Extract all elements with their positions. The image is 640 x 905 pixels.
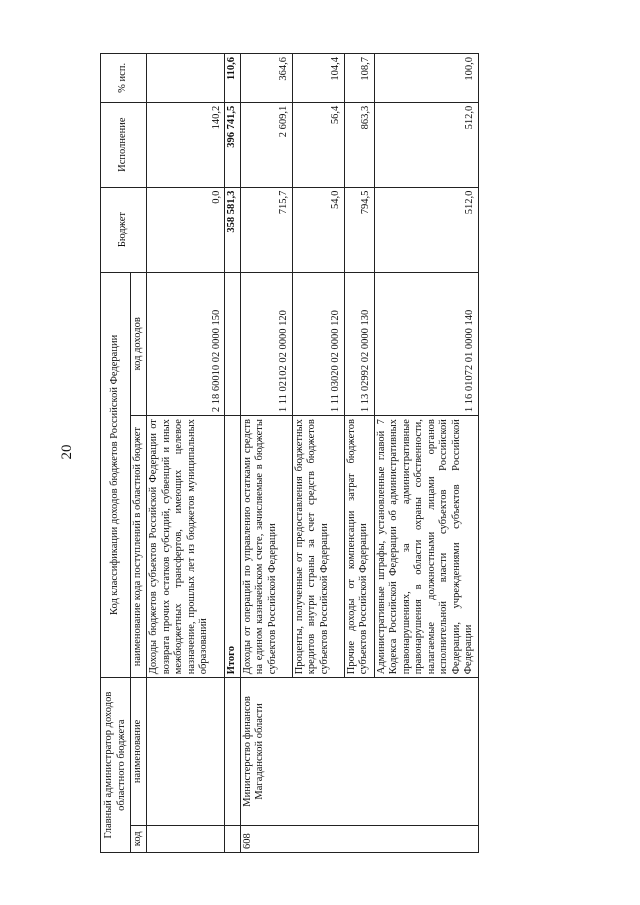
header-income-name: наименование кода поступлений в областной бюджет	[131, 416, 147, 678]
income-code-cell	[225, 272, 241, 416]
execution-cell: 140,2	[147, 102, 225, 187]
execution-cell: 512,0	[374, 102, 478, 187]
table-row	[240, 54, 292, 853]
total-percent: 110,6	[225, 54, 241, 103]
header-budget: Бюджет	[101, 187, 147, 272]
budget-cell: 54,0	[292, 187, 344, 272]
income-code-cell: 2 18 60010 02 0000 150	[147, 272, 225, 416]
page-number: 20	[59, 444, 75, 460]
header-admin-code: код	[131, 825, 147, 852]
income-name-cell: Проценты, полученные от предоставления бюджетных кредитов внутри страны за счет средств бюджетов субъектов Российской Федерации	[292, 416, 344, 678]
header-income-code: код доходов	[131, 272, 147, 416]
header-admin-name: наименование	[131, 678, 147, 825]
percent-cell: 364,6	[240, 54, 292, 103]
income-code-cell: 1 13 02992 02 0000 130	[344, 272, 374, 416]
header-percent: % исп.	[101, 54, 147, 103]
total-row	[225, 54, 241, 853]
budget-cell: 512,0	[374, 187, 478, 272]
income-name-cell: Прочие доходы от компенсации затрат бюджетов субъектов Российской Федерации	[344, 416, 374, 678]
admin-code-cell	[225, 825, 241, 852]
total-budget: 358 581,3	[225, 187, 241, 272]
budget-cell: 0,0	[147, 187, 225, 272]
admin-code-cell: 608	[240, 825, 478, 852]
admin-name-cell	[147, 678, 225, 825]
header-admin-group: Главный администратор доходов областного бюджета	[101, 678, 131, 853]
total-execution: 396 741,5	[225, 102, 241, 187]
budget-cell: 715,7	[240, 187, 292, 272]
execution-cell: 863,3	[344, 102, 374, 187]
income-table	[100, 53, 479, 853]
percent-cell: 108,7	[344, 54, 374, 103]
header-execution: Исполнение	[101, 102, 147, 187]
rotated-document	[100, 53, 475, 853]
admin-name-cell	[225, 678, 241, 825]
income-name-cell: Доходы от операций по управлению остатками средств на едином казначейском счете, зачисляемые в бюджеты субъектов Российской Федерации	[240, 416, 292, 678]
execution-cell: 56,4	[292, 102, 344, 187]
percent-cell: 100,0	[374, 54, 478, 103]
admin-code-cell	[147, 825, 225, 852]
income-code-cell: 1 11 03020 02 0000 120	[292, 272, 344, 416]
percent-cell	[147, 54, 225, 103]
income-name-cell: Доходы бюджетов субъектов Российской Федерации от возврата прочих остатков субсидий, субвенций и иных межбюджетных трансфертов, имеющих целевое назначение, прошлых лет из бюджетов муниципальных образований	[147, 416, 225, 678]
table-row	[147, 54, 225, 853]
percent-cell: 104,4	[292, 54, 344, 103]
income-code-cell: 1 11 02102 02 0000 120	[240, 272, 292, 416]
income-code-cell: 1 16 01072 01 0000 140	[374, 272, 478, 416]
admin-name-cell: Министерство финансов Магаданской области	[240, 678, 478, 825]
income-name-cell: Административные штрафы, установленные главой 7 Кодекса Российской Федерации об административных правонарушениях, за административные правонарушения в области охраны собственности, налагаемые должностными лицами органов исполнительной власти субъектов Российской Федерации, учреждениями субъектов Российской Федерации	[374, 416, 478, 678]
total-label: Итого	[225, 416, 241, 678]
budget-cell: 794,5	[344, 187, 374, 272]
execution-cell: 2 609,1	[240, 102, 292, 187]
header-classification-group: Код классификации доходов бюджетов Российской Федерации	[101, 272, 131, 678]
